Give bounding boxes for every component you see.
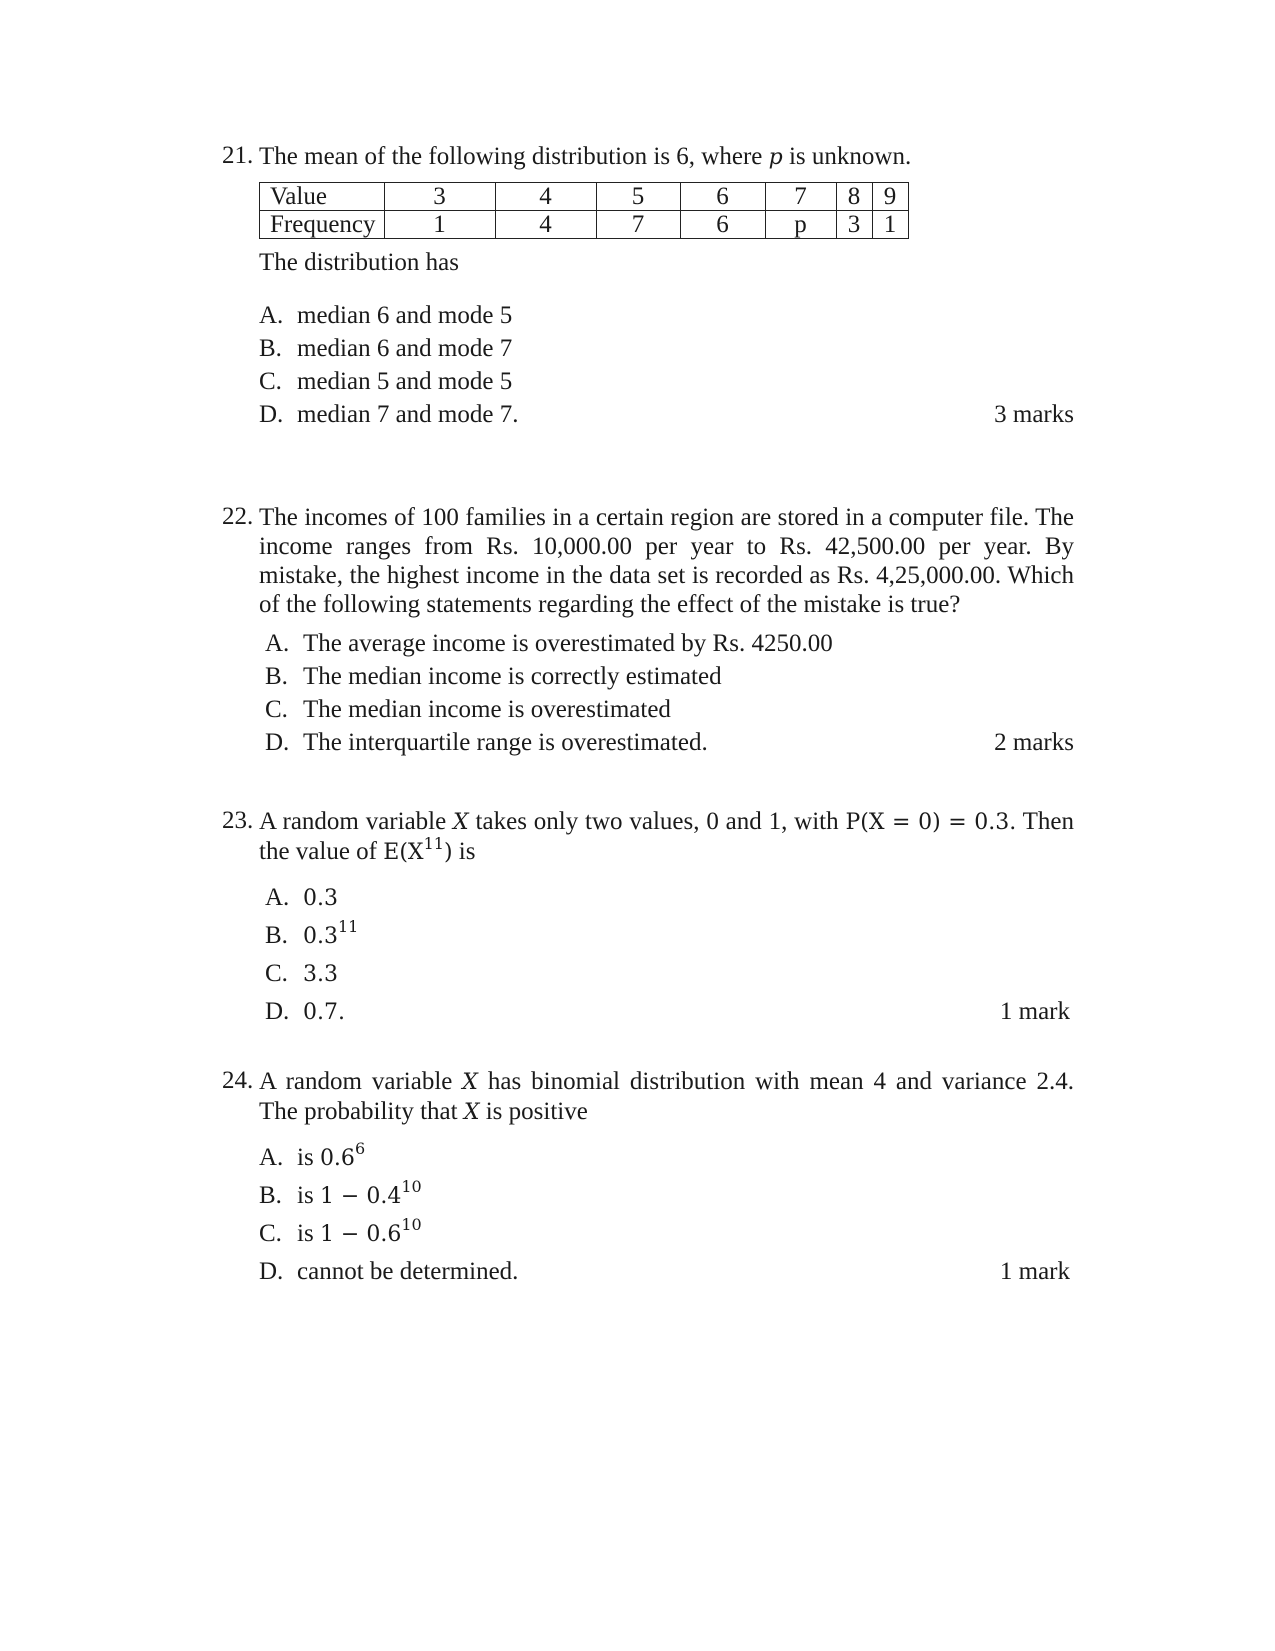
marks-label: 3 marks bbox=[994, 401, 1074, 428]
table-cell: p bbox=[765, 211, 836, 239]
table-cell: 1 bbox=[872, 211, 908, 239]
options-list bbox=[259, 299, 1074, 431]
table-cell: 7 bbox=[596, 211, 680, 239]
row-header: Value bbox=[260, 183, 385, 211]
question-22 bbox=[222, 503, 1074, 759]
distribution-table bbox=[259, 182, 909, 239]
option-b[interactable]: B. median 6 and mode 7 bbox=[259, 334, 513, 362]
table-cell: 5 bbox=[596, 183, 680, 211]
table-cell: 7 bbox=[765, 183, 836, 211]
expectation-expression: $E(X^{11})$ bbox=[383, 833, 453, 865]
question-text: A random variable X takes only two values, 0 and 1, with P(X = 0) = 0.3. Then the value of $E(X^{11})$ is bbox=[259, 808, 1074, 865]
question-number: 22. bbox=[222, 503, 254, 530]
table-row bbox=[260, 183, 909, 211]
option-c[interactable]: C. 3.3 bbox=[265, 960, 338, 987]
option-d[interactable]: D. The interquartile range is overestimated. bbox=[265, 728, 708, 756]
option-b[interactable]: B. is $1 - 0.4^{10}$ bbox=[259, 1177, 422, 1209]
option-c[interactable]: C. The median income is overestimated bbox=[265, 695, 671, 723]
table-cell: 4 bbox=[495, 211, 596, 239]
table-cell: 3 bbox=[384, 183, 495, 211]
option-a[interactable]: A. 0.3 bbox=[265, 884, 338, 911]
table-cell: 1 bbox=[384, 211, 495, 239]
probability-expression: P(X = 0) = 0.3. bbox=[845, 810, 1017, 835]
options-list bbox=[265, 879, 1074, 1031]
question-number: 23. bbox=[222, 807, 254, 834]
option-b[interactable]: B. The median income is correctly estimated bbox=[265, 662, 722, 690]
question-23 bbox=[222, 807, 1074, 1031]
table-cell: 8 bbox=[836, 183, 872, 211]
table-row bbox=[260, 211, 909, 239]
question-number: 21. bbox=[222, 142, 254, 169]
table-cell: 6 bbox=[680, 211, 765, 239]
option-b[interactable]: B. $0.3^{11}$ bbox=[265, 917, 359, 949]
option-a[interactable]: A. is $0.6^6$ bbox=[259, 1139, 366, 1171]
question-21 bbox=[222, 142, 1074, 431]
question-number: 24. bbox=[222, 1067, 254, 1094]
marks-label: 2 marks bbox=[994, 729, 1074, 756]
option-c[interactable]: C. median 5 and mode 5 bbox=[259, 367, 513, 395]
option-c[interactable]: C. is $1 - 0.6^{10}$ bbox=[259, 1215, 422, 1247]
table-cell: 9 bbox=[872, 183, 908, 211]
row-header: Frequency bbox=[260, 211, 385, 239]
option-d[interactable]: D. cannot be determined. bbox=[259, 1258, 519, 1285]
table-cell: 6 bbox=[680, 183, 765, 211]
question-lead: The distribution has bbox=[259, 249, 459, 276]
marks-label: 1 mark bbox=[999, 998, 1070, 1025]
option-a[interactable]: A. median 6 and mode 5 bbox=[259, 301, 513, 329]
option-d[interactable]: D. 0.7. bbox=[265, 998, 345, 1025]
option-d[interactable]: D. median 7 and mode 7. bbox=[259, 400, 519, 428]
options-list bbox=[265, 627, 1074, 759]
question-text: The mean of the following distribution is 6, where p is unknown. bbox=[259, 143, 912, 170]
question-text: The incomes of 100 families in a certain region are stored in a computer file. The income ranges from Rs. 10,000.00 per year to Rs. 42,500.00 per year. By mistake, the highest income in the data set is recorded as Rs. 4,25,000.00. Which of the following statements regarding the effect of the mistake is true? bbox=[259, 504, 1074, 618]
question-text: A random variable X has binomial distribution with mean 4 and variance 2.4. The probability that X is positive bbox=[259, 1068, 1074, 1125]
table-cell: 4 bbox=[495, 183, 596, 211]
question-24 bbox=[222, 1067, 1074, 1291]
option-a[interactable]: A. The average income is overestimated by Rs. 4250.00 bbox=[265, 629, 833, 657]
table-cell: 3 bbox=[836, 211, 872, 239]
marks-label: 1 mark bbox=[999, 1258, 1070, 1285]
options-list bbox=[259, 1139, 1074, 1291]
